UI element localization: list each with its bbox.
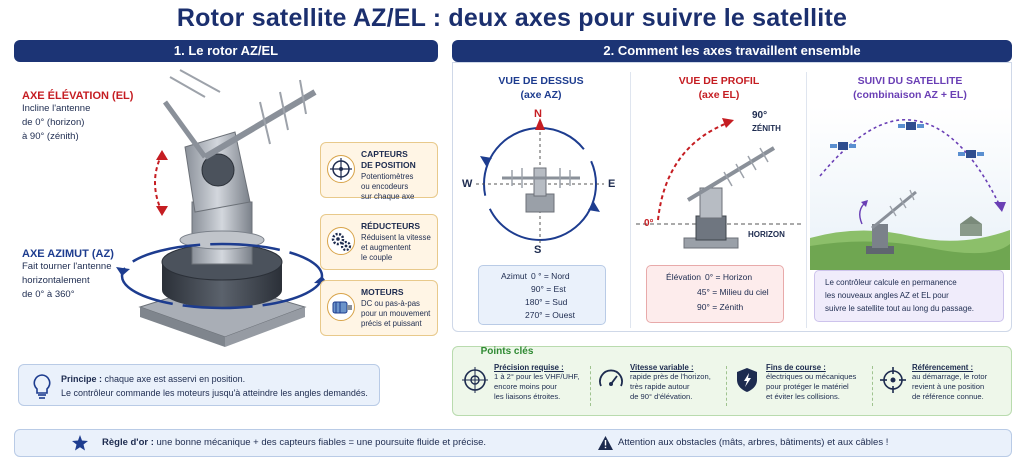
az-axis-label: AXE AZIMUT (AZ): [22, 248, 114, 260]
crosshair-icon: [462, 367, 488, 393]
key-point-line: de 90° d'élévation.: [630, 392, 693, 401]
azimut-row: 270° = Ouest: [525, 310, 575, 320]
feature-title-line: MOTEURS: [361, 287, 404, 297]
tracking-title-line: SUIVI DU SATELLITE: [857, 75, 963, 87]
top-view-title-line: VUE DE DESSUS: [498, 75, 584, 87]
side-view-title-line: VUE DE PROFIL: [678, 75, 760, 87]
side-view-title-line: (axe EL): [698, 89, 740, 101]
key-point-line: encore moins pour: [494, 382, 557, 391]
principle-box: [18, 364, 380, 406]
key-point-divider: [872, 366, 873, 406]
key-point-title: Précision requise :: [494, 363, 564, 372]
feature-text-line: ou encodeurs: [361, 182, 409, 191]
key-point-line: très rapide autour: [630, 382, 690, 391]
key-point-line: et éviter les collisions.: [766, 392, 840, 401]
feature-title-line: CAPTEURS: [361, 149, 408, 159]
golden-rule: [102, 437, 486, 448]
key-point-title: Vitesse variable :: [630, 363, 694, 372]
azimut-label: Azimut: [501, 271, 527, 281]
tracking-text-line: Le contrôleur calcule en permanence: [825, 278, 957, 287]
az-axis-line-1: Fait tourner l'antenne: [22, 261, 112, 272]
key-point-speed: [630, 363, 726, 402]
lightbulb-icon: [31, 373, 53, 399]
golden-rule-label: Règle d'or :: [102, 437, 154, 448]
gears-icon: [327, 227, 355, 255]
azimut-row: 90° = Est: [531, 284, 566, 294]
key-point-limits: [766, 363, 870, 402]
motor-icon: [327, 293, 355, 321]
compass-south-label: S: [534, 244, 542, 256]
zenith-degree: 90°: [752, 110, 768, 121]
elevation-row: 0° = Horizon: [705, 272, 753, 282]
key-point-line: rapide près de l'horizon,: [630, 372, 711, 381]
feature-title-line: DE POSITION: [361, 160, 416, 170]
key-point-line: revient à une position: [912, 382, 985, 391]
principle-line-1: chaque axe est asservi en position.: [104, 374, 246, 384]
zero-degree-label: 0°: [644, 218, 654, 229]
feature-title: [361, 287, 437, 298]
section2-heading: 2. Comment les axes travaillent ensemble: [452, 40, 1012, 62]
el-axis-line-2: de 0° (horizon): [22, 117, 85, 128]
tracking-text-line: les nouveaux angles AZ et EL pour: [825, 291, 949, 300]
tracking-title: [812, 74, 1008, 102]
tracking-text-box: [814, 270, 1004, 322]
feature-text-line: sur chaque axe: [361, 192, 415, 201]
key-points-title: Points clés: [480, 346, 534, 357]
feature-text: [361, 299, 437, 329]
compass-west-label: W: [462, 178, 473, 190]
zenith-label: ZÉNITH: [752, 124, 781, 133]
key-point-divider: [590, 366, 591, 406]
azimut-row: 180° = Sud: [525, 297, 568, 307]
azimut-values-box: [478, 265, 606, 325]
top-view-title-line: (axe AZ): [520, 89, 562, 101]
el-axis-line-3: à 90° (zénith): [22, 131, 79, 142]
feature-reducers: [320, 214, 438, 270]
elevation-label: Élévation: [666, 272, 701, 282]
key-point-reference: [912, 363, 1008, 402]
horizon-label: HORIZON: [748, 230, 785, 239]
key-point-line: au démarrage, le rotor: [912, 372, 988, 381]
feature-title: [361, 221, 437, 232]
warning-icon: [598, 436, 613, 450]
elevation-row: 45° = Milieu du ciel: [697, 287, 769, 297]
key-point-line: électriques ou mécaniques: [766, 372, 857, 381]
elevation-row: 90° = Zénith: [697, 302, 744, 312]
key-point-line: les liaisons étroites.: [494, 392, 561, 401]
feature-text-line: Potentiomètres: [361, 172, 414, 181]
shield-icon: [734, 367, 760, 393]
section1-heading: 1. Le rotor AZ/EL: [14, 40, 438, 62]
reference-icon: [880, 367, 906, 393]
feature-text-line: précis et puissant: [361, 319, 422, 328]
compass-east-label: E: [608, 178, 616, 190]
key-point-line: 1 à 2° pour les VHF/UHF,: [494, 372, 580, 381]
key-point-precision: [494, 363, 586, 402]
feature-motors: [320, 280, 438, 336]
el-axis-label: AXE ÉLÉVATION (EL): [22, 90, 134, 102]
star-icon: [72, 435, 88, 451]
target-icon: [327, 155, 355, 183]
feature-text-line: le couple: [361, 253, 393, 262]
az-axis-line-2: horizontalement: [22, 275, 90, 286]
key-point-line: pour protéger le matériel: [766, 382, 849, 391]
column-divider: [630, 72, 631, 328]
speedometer-icon: [598, 367, 624, 393]
feature-position-sensors: [320, 142, 438, 201]
key-point-divider: [726, 366, 727, 406]
compass-diagram: [462, 108, 622, 258]
azimut-row: 0 ° = Nord: [531, 271, 570, 281]
feature-title: [361, 149, 437, 171]
compass-north-label: N: [534, 108, 542, 120]
golden-rule-text: une bonne mécanique + des capteurs fiables = une poursuite fluide et précise.: [156, 437, 487, 448]
elevation-values-box: [646, 265, 784, 323]
feature-text-line: et augmentent: [361, 243, 411, 252]
rotor-illustration: [110, 62, 325, 352]
warning-text: Attention aux obstacles (mâts, arbres, bâtiments) et aux câbles !: [618, 437, 889, 448]
feature-text-line: pour un mouvement: [361, 309, 431, 318]
el-axis-line-1: Incline l'antenne: [22, 103, 91, 114]
page-title: Rotor satellite AZ/EL : deux axes pour suivre le satellite: [176, 4, 848, 32]
feature-title-line: RÉDUCTEURS: [361, 221, 421, 231]
key-point-title: Référencement :: [912, 363, 974, 372]
az-axis-line-3: de 0° à 360°: [22, 289, 75, 300]
top-view-title: [460, 74, 622, 102]
principle-line-2: Le contrôleur commande les moteurs jusqu'à atteindre les angles demandés.: [61, 388, 368, 398]
feature-text-line: DC ou pas-à-pas: [361, 299, 420, 308]
side-view-title: [636, 74, 802, 102]
key-point-line: de référence connue.: [912, 392, 984, 401]
tracking-scene: [810, 106, 1010, 270]
feature-text: [361, 233, 437, 263]
tracking-text-line: suivre le satellite tout au long du passage.: [825, 304, 974, 313]
column-divider: [806, 72, 807, 328]
feature-text-line: Réduisent la vitesse: [361, 233, 431, 242]
principle-label: Principe :: [61, 374, 103, 384]
key-point-title: Fins de course :: [766, 363, 826, 372]
feature-text: [361, 172, 437, 202]
tracking-title-line: (combinaison AZ + EL): [853, 89, 967, 101]
